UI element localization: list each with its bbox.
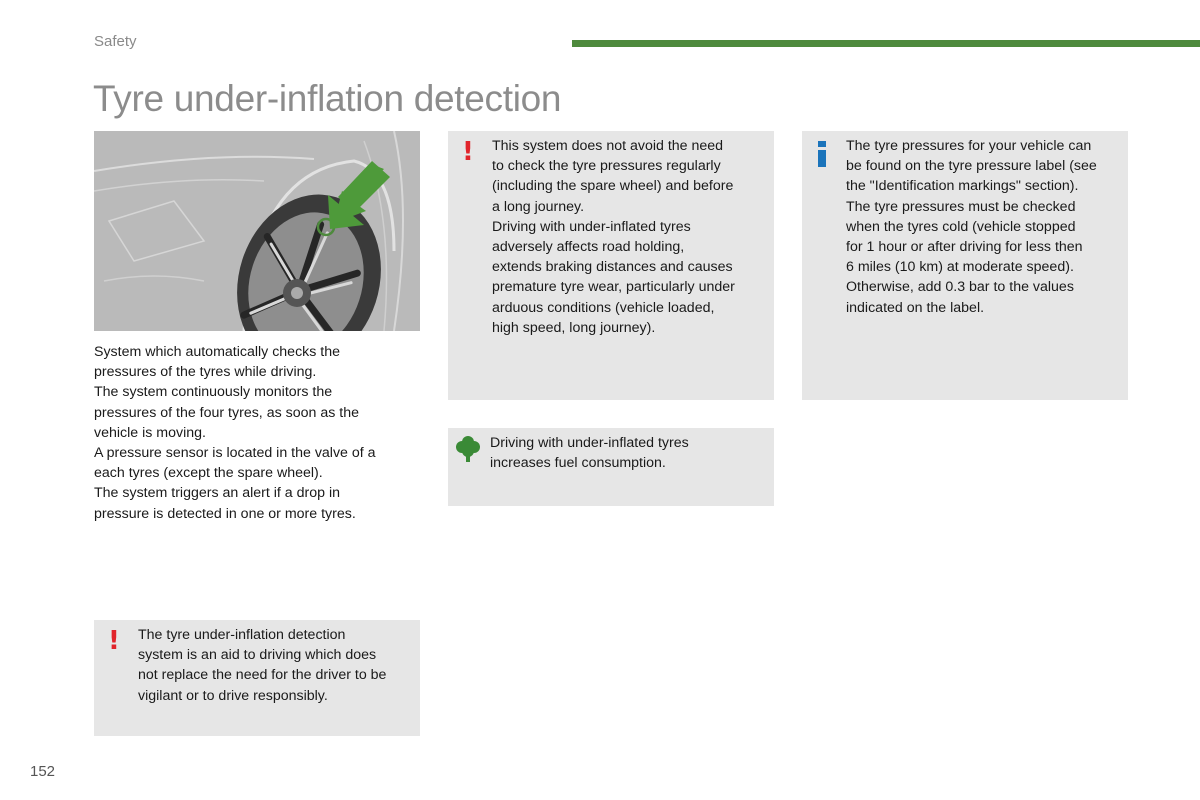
text-line: increases fuel consumption. [490,455,666,472]
text-line: not replace the need for the driver to be [138,667,387,684]
text-line: extends braking distances and causes [492,259,733,276]
text-line: for 1 hour or after driving for less then [846,239,1083,256]
text-line: (including the spare wheel) and before [492,178,734,195]
info-icon [816,141,828,172]
text-line: pressure is detected in one or more tyres. [94,505,356,522]
text-line: A pressure sensor is located in the valve of a [94,445,376,462]
text-line: a long journey. [492,198,585,215]
eco-tip-box [448,428,774,506]
text-line: vigilant or to drive responsibly. [138,687,328,704]
text-line: The tyre pressures must be checked [846,198,1076,215]
warning-exclamation-icon: ! [108,626,120,656]
warning-box-pressures [448,131,774,400]
header-accent-bar [572,40,1200,47]
text-line: This system does not avoid the need [492,138,724,154]
text-line: the "Identification markings" section). [846,178,1079,195]
text-line: pressures of the tyres while driving. [94,364,317,381]
warning-exclamation-icon: ! [462,137,474,167]
text-line: be found on the tyre pressure label (see [846,158,1097,175]
text-line: The tyre pressures for your vehicle can [846,138,1092,154]
text-line: pressures of the four tyres, as soon as the [94,404,359,421]
warning-text [138,625,386,706]
text-line: 6 miles (10 km) at moderate speed). [846,259,1074,276]
text-line: adversely affects road holding, [492,239,685,256]
text-line: The system triggers an alert if a drop in [94,485,341,502]
text-line: The system continuously monitors the [94,384,333,401]
section-label: Safety [94,33,137,50]
text-line: arduous conditions (vehicle loaded, [492,299,715,316]
text-line: premature tyre wear, particularly under [492,279,735,296]
wheel-valve-illustration [94,131,420,331]
text-line: System which automatically checks the [94,344,341,360]
text-line: indicated on the label. [846,299,985,316]
intro-paragraph [94,342,376,524]
eco-tip-text [490,433,689,473]
text-line: Driving with under-inflated tyres [492,218,691,235]
warning-box-driver [94,620,420,736]
page-title: Tyre under-inflation detection [93,78,562,119]
text-line: The tyre under-inflation detection [138,627,346,643]
tree-icon [456,434,480,469]
page-number: 152 [30,763,56,780]
info-box-pressures [802,131,1128,400]
text-line: to check the tyre pressures regularly [492,158,721,175]
warning-text [492,136,735,338]
text-line: system is an aid to driving which does [138,647,377,664]
text-line: Driving with under-inflated tyres [490,435,689,451]
text-line: high speed, long journey). [492,319,656,336]
text-line: when the tyres cold (vehicle stopped [846,218,1076,235]
text-line: each tyres (except the spare wheel). [94,465,323,482]
info-text [846,136,1097,318]
text-line: Otherwise, add 0.3 bar to the values [846,279,1074,296]
text-line: vehicle is moving. [94,424,206,441]
